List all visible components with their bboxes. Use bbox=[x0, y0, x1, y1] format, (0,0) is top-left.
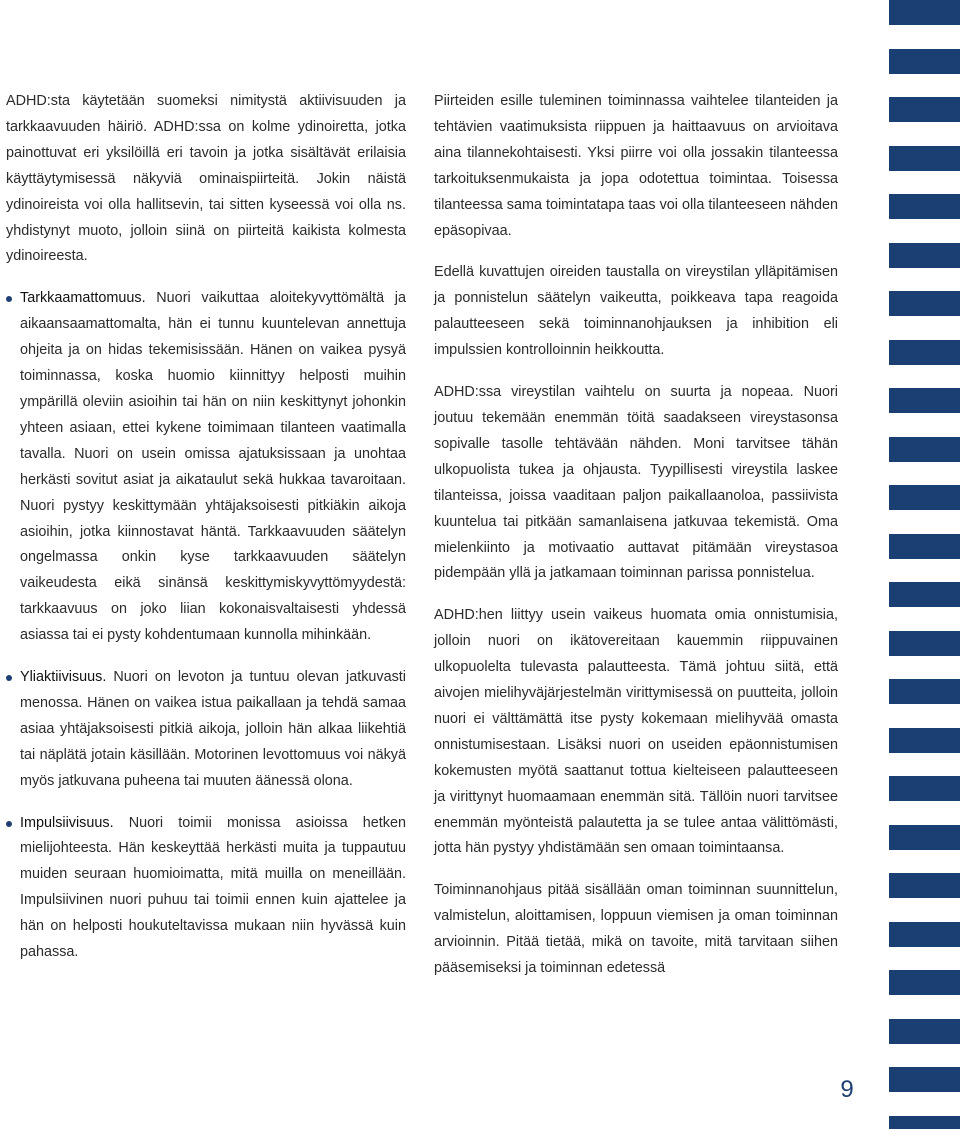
stripe bbox=[889, 582, 960, 607]
stripe bbox=[889, 922, 960, 947]
right-column bbox=[434, 89, 838, 998]
stripe bbox=[889, 146, 960, 171]
bullet-dot-icon bbox=[6, 821, 12, 827]
paragraph: Edellä kuvattujen oireiden taustalla on vireystilan ylläpitämisen ja ponnistelun säätelyn vaikeutta, poikkeava tapa reagoida palautteeseen sekä toiminnanohjauksen ja inhibition eli impulssien kontrolloinnin heikkoutta. bbox=[434, 264, 838, 359]
paragraph: Toiminnanohjaus pitää sisällään oman toiminnan suunnittelun, valmistelun, aloittamisen, loppuun viemisen ja oman toiminnan arvioinnin. Pitää tietää, mikä on tavoite, mitä tarvitaan siihen pääsemiseksi ja toiminnan edetessä bbox=[434, 882, 838, 977]
bullet-title: Tarkkaamattomuus. bbox=[20, 290, 146, 307]
stripe bbox=[889, 291, 960, 316]
stripe bbox=[889, 194, 960, 219]
stripe bbox=[889, 485, 960, 510]
paragraph: ADHD:hen liittyy usein vaikeus huomata omia onnistumisia, jolloin nuori on ikätovereitaan kauemmin riippuvainen ulkopuolelta tulevasta palautteesta. Tämä johtuu siitä, että aivojen mielihyväjärjestelmän virittymisessä on puutteita, jolloin nuori ei välttämättä itse pysty kokemaan mielihyvää omasta onnistumisestaan. Lisäksi nuori on useiden epäonnistumisen kokemusten myötä saattanut tottua kielteiseen palautteeseen ja virittynyt huomaamaan enemmän sitä. Tällöin nuori tarvitsee enemmän myönteistä palautetta ja se tulee antaa välittömästi, jotta hän pystyy yhdistämään sen omaan toimintaansa. bbox=[434, 607, 838, 857]
stripe bbox=[889, 49, 960, 74]
stripe bbox=[889, 825, 960, 850]
stripe bbox=[889, 97, 960, 122]
bullet-item-inattention bbox=[6, 286, 406, 649]
stripe bbox=[889, 873, 960, 898]
stripe bbox=[889, 340, 960, 365]
stripe bbox=[889, 243, 960, 268]
bullet-dot-icon bbox=[6, 675, 12, 681]
bullet-text: Nuori on levoton ja tuntuu olevan jatkuvasti menossa. Hänen on vaikea istua paikallaan ja tehdä samaa asiaa yhtäjaksoisesti pitkiä aikoja, jolloin hän alkaa liikehtiä tai näplätä jotain käsillään. Motorinen levottomuus voi näkyä myös jatkuvana puheena tai muuten äänessä olona. bbox=[20, 669, 406, 789]
stripe bbox=[889, 728, 960, 753]
bullet-text: Nuori vaikuttaa aloitekyvyttömältä ja aikaansaamattomalta, hän ei tunnu kuuntelevan annettuja ohjeita ja on hidas tekemisissään. Hänen on vaikea pysyä toiminnassa, koska huomio kiinnittyy helposti muihin ympärillä oleviin asioihin tai hän on niin keskittynyt johonkin yhteen asiaan, ettei kykene toimimaan tilanteen vaatimalla tavalla. Nuori on usein omissa ajatuksissaan ja unohtaa herkästi sovitut asiat ja aikataulut sekä hukkaa tavaroitaan. Nuori pystyy keskittymään yhtäjaksoisesti pitkiäkin aikoja asioihin, jotka kiinnostavat häntä. Tarkkaavuuden säätelyn ongelmassa onkin kyse tarkkaavuuden säätelyn vaikeudesta eikä sinänsä keskittymiskyvyttömyydestä: tarkkaavuus on joko liian kokonaisvaltaisesti yhdessä asiassa tai ei pysty kohdentumaan kunnolla mihinkään. bbox=[20, 290, 406, 644]
stripe bbox=[889, 631, 960, 656]
stripe bbox=[889, 534, 960, 559]
bullet-dot-icon bbox=[6, 296, 12, 302]
paragraph: ADHD:ssa vireystilan vaihtelu on suurta ja nopeaa. Nuori joutuu tekemään enemmän töitä saadakseen vireystasonsa sopivalle tasolle tehtävään nähden. Moni tarvitsee tähän ulkopuolista tukea ja ohjausta. Tyypillisesti vireystila laskee tilanteissa, joissa vaaditaan paljon paikallaanoloa, passiivista kuuntelua tai pitkään samanlaisena jatkuvaa tekemistä. Oma mielenkiinto ja motivaatio auttavat pitämään vireystasoa pidempään yllä ja jatkamaan toiminnan parissa ponnistelua. bbox=[434, 384, 838, 582]
bullet-title: Yliaktiivisuus. bbox=[20, 669, 107, 686]
stripe bbox=[889, 1116, 960, 1129]
bullet-item-hyperactivity bbox=[6, 665, 406, 795]
left-column bbox=[6, 89, 406, 982]
page-number: 9 bbox=[840, 1076, 854, 1103]
paragraph: Piirteiden esille tuleminen toiminnassa vaihtelee tilanteiden ja tehtävien vaatimuksista riippuen ja haittaavuus on arvioitava aina tilannekohtaisesti. Yksi piirre voi olla jossakin tilanteessa tarkoituksenmukaista ja jopa odotettua toimintaa. Toisessa tilanteessa sama toimintatapa taas voi olla tilanteeseen nähden epäsopivaa. bbox=[434, 93, 838, 239]
stripe bbox=[889, 776, 960, 801]
stripe bbox=[889, 1067, 960, 1092]
stripe bbox=[889, 0, 960, 25]
bullet-item-impulsivity bbox=[6, 811, 406, 966]
stripe bbox=[889, 388, 960, 413]
stripe bbox=[889, 679, 960, 704]
bullet-title: Impulsiivisuus. bbox=[20, 814, 114, 831]
decorative-stripes bbox=[889, 0, 960, 1129]
intro-paragraph: ADHD:sta käytetään suomeksi nimitystä aktiivisuuden ja tarkkaavuuden häiriö. ADHD:ssa on kolme ydinoiretta, jotka painottuvat eri yksilöillä eri tavoin ja jotka sisältävät erilaisia käyttäytymisessä näkyviä ominaispiirteitä. Jokin näistä ydinoireista voi olla hallitsevin, tai sitten kyseessä voi olla ns. yhdistynyt muoto, jolloin siinä on piirteitä kaikista kolmesta ydinoireesta. bbox=[6, 93, 406, 265]
stripe bbox=[889, 970, 960, 995]
stripe bbox=[889, 1019, 960, 1044]
bullet-text: Nuori toimii monissa asioissa hetken mielijohteesta. Hän keskeyttää herkästi muita ja tuppautuu muiden seuraan huomioimatta, mitä muilla on meneillään. Impulsiivinen nuori puhuu tai toimii ennen kuin ajattelee ja hän on helposti houkuteltavissa mukaan niin hyvässä kuin pahassa. bbox=[20, 814, 406, 961]
stripe bbox=[889, 437, 960, 462]
